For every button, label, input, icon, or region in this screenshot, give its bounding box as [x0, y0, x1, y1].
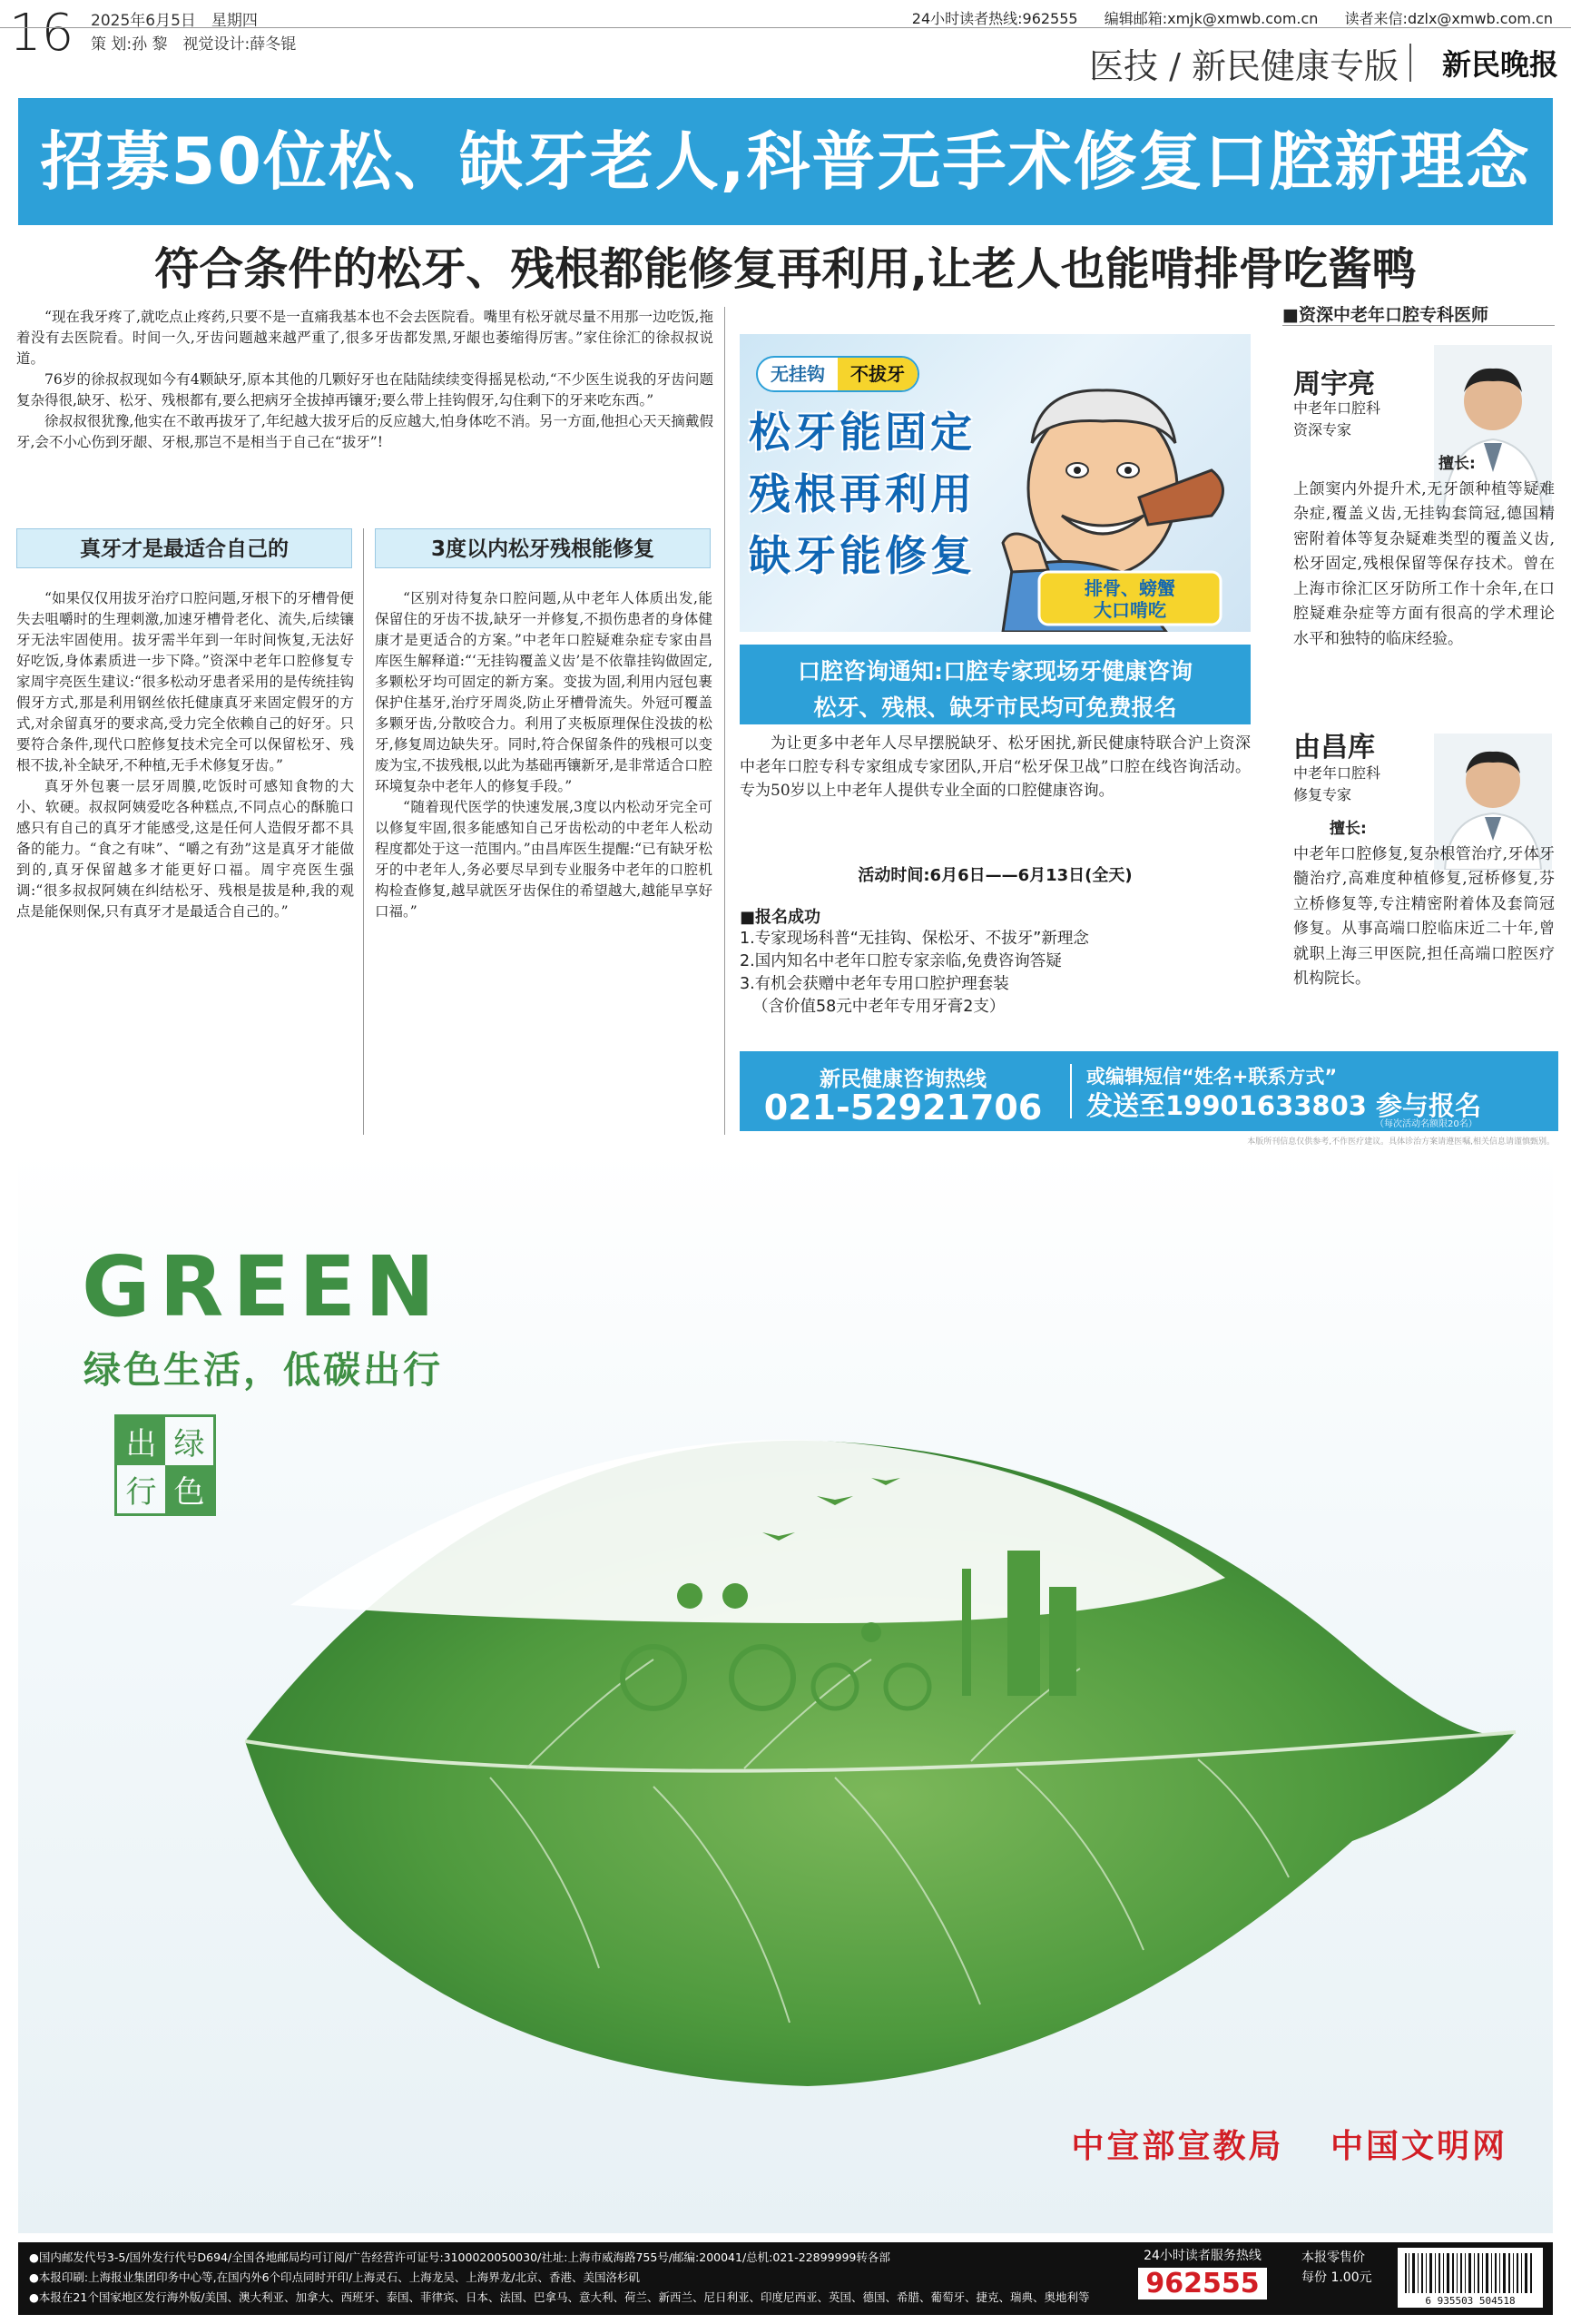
register-title: ■报名成功	[740, 908, 821, 927]
column-divider	[363, 528, 364, 1135]
article-column-2	[375, 588, 712, 922]
footer	[18, 2242, 1553, 2315]
experts-rule	[1282, 325, 1555, 326]
expert-role-line: 中老年口腔科	[1293, 764, 1381, 782]
article-column-1	[16, 588, 354, 922]
footer-line: ●国内邮发代号3-5/国外发行代号D694/全国各地邮局均可订阅/广告经营许可证号:3100020050030/社址:上海市威海路755号/邮编:200041/总机:021-22899999转各部	[29, 2250, 890, 2264]
seal-char: 行	[125, 1474, 157, 1511]
green-ad	[18, 1151, 1553, 2233]
headline-band	[18, 98, 1553, 225]
speech-bubble	[1039, 572, 1221, 625]
hotline-label: 新民健康咨询热线	[820, 1068, 987, 1091]
hotline-number: 021-52921706	[763, 1088, 1043, 1128]
consult-notice-header	[740, 645, 1251, 724]
column-divider	[724, 307, 725, 1135]
expert-name: 周宇亮	[1293, 369, 1375, 400]
expert-role-line: 中老年口腔科	[1293, 399, 1381, 417]
expert-bio	[1293, 817, 1555, 992]
date-line: 2025年6月5日 星期四	[91, 12, 258, 30]
expert-role	[1293, 398, 1380, 441]
sponsor: 中国文明网	[1330, 2127, 1507, 2165]
column-heading: 真牙才是最适合自己的	[16, 528, 352, 568]
notice-title: 口腔咨询通知:口腔专家现场牙健康咨询	[798, 658, 1193, 684]
sponsor: 中宣部宣教局	[1071, 2127, 1284, 2165]
expert-role	[1293, 763, 1380, 806]
list-item: （含价值58元中老年专用牙膏2支）	[752, 998, 1006, 1016]
editor-email: 编辑邮箱:xmjk@xmwb.com.cn	[1104, 10, 1319, 27]
bubble-line-2: 大口啃吃	[1094, 599, 1166, 621]
footer-hotline-label: 24小时读者服务热线	[1144, 2249, 1262, 2263]
promo-line: 残根再利用	[749, 469, 976, 518]
bio-label: 擅长:	[1330, 820, 1367, 838]
list-item: 1.专家现场科普“无挂钩、保松牙、不拔牙”新理念	[740, 930, 1089, 948]
sms-label: 或编辑短信“姓名+联系方式”	[1086, 1066, 1338, 1088]
body-paragraph: 真牙外包裹一层牙周膜,吃饭时可感知食物的大小、软硬。叔叔阿姨爱吃各种糕点,不同点心的酥脆口感只有自己的真牙才能感受,这是任何人造假牙都不具备的能力。“食之有味”、“嚼之有劲”这是真牙才能做到的,真牙保留越多才能更好口福。周宇亮医生强调:“很多叔叔阿姨在纠结松牙、残根是拔是种,我的观点是能保则保,只有真牙才是最适合自己的。”	[16, 778, 354, 920]
credits: 策 划:孙 黎 视觉设计:薛冬锟	[91, 35, 297, 54]
barcode	[1398, 2248, 1543, 2308]
sms-note: （每次活动名额限20名）	[1375, 1119, 1478, 1129]
masthead	[0, 0, 1571, 98]
column-heading: 3度以内松牙残根能修复	[375, 528, 711, 568]
ad-word: GREEN	[82, 1238, 445, 1335]
list-item: 2.国内知名中老年口腔专家亲临,免费咨询答疑	[740, 952, 1062, 970]
seal-char: 绿	[173, 1426, 205, 1462]
subheadline: 符合条件的松牙、残根都能修复再利用,让老人也能啃排骨吃酱鸭	[154, 243, 1417, 295]
promo-tag-left: 无挂钩	[771, 363, 825, 385]
register-list	[740, 928, 1251, 1019]
article-intro	[16, 307, 713, 453]
body-paragraph: “区别对待复杂口腔问题,从中老年人体质出发,能保留住的牙齿不拔,缺牙一并修复,不损伤患者的身体健康才是更适合的方案。”中老年口腔疑难杂症专家由昌库医生解释道:“‘无挂钩覆盖义齿’是不依靠挂钩做固定,多颗松牙均可固定的新方案。变拔为固,利用内冠包裹保护住基牙,治疗牙周炎,防止牙槽骨流失。外冠可覆盖多颗牙齿,分散咬合力。利用了夹板原理保住没拔的松牙,修复周边缺失牙。同时,符合保留条件的残根可以变废为宝,不拔残根,以此为基础再镶新牙,是非常适合口腔环境复杂中老年人的修复手段。”	[375, 590, 712, 794]
headline: 招募50位松、缺牙老人,科普无手术修复口腔新理念	[40, 124, 1531, 199]
consult-notice-body	[740, 732, 1251, 803]
price-box	[1301, 2248, 1392, 2288]
bio-text: 上颌窦内外提升术,无牙颌种植等疑难杂症,覆盖义齿,无挂钩套筒冠,德国精密附着体等复杂疑难类型的覆盖义齿,松牙固定,残根保留等保存技术。曾在上海市徐汇区牙防所工作十余年,在口腔疑难杂症等方面有很高的学术理论水平和独特的临床经验。	[1293, 479, 1555, 648]
hotline-divider	[1070, 1064, 1072, 1118]
footer-info	[29, 2248, 1109, 2308]
list-item: 3.有机会获赠中老年专用口腔护理套装	[740, 975, 1009, 993]
contact-line	[890, 7, 1553, 28]
notice-paragraph: 为让更多中老年人尽早摆脱缺牙、松牙困扰,新民健康特联合沪上资深中老年口腔专科专家组成专家团队,开启“松牙保卫战”口腔在线咨询活动。专为50岁以上中老年人提供专业全面的口腔健康咨询。	[740, 734, 1251, 800]
reader-letters: 读者来信:dzlx@xmwb.com.cn	[1344, 10, 1553, 27]
promo-tag	[756, 356, 919, 392]
promo-panel	[740, 334, 1251, 632]
footer-hotline-number: 962555	[1138, 2268, 1266, 2299]
bio-label: 擅长:	[1438, 455, 1476, 473]
section-title: 医技 / 新民健康专版	[1089, 46, 1399, 86]
sms-number: 发送至19901633803 参与报名	[1086, 1090, 1482, 1121]
intro-paragraph: 徐叔叔很犹豫,他实在不敢再拔牙了,年纪越大拔牙后的反应越大,怕身体吃不消。另一方面,他担心天天摘戴假牙,会不小心伤到牙龈、牙根,那岂不是相当于自己在“拔牙”!	[16, 413, 713, 450]
body-paragraph: “如果仅仅用拔牙治疗口腔问题,牙根下的牙槽骨便失去咀嚼时的生理刺激,加速牙槽骨老化、流失,后续镶牙无法牢固使用。拔牙需半年到一年时间恢复,无法好好吃饭,身体素质进一步下降。”资深中老年口腔修复专家周宇亮医生建议:“很多松动牙患者采用的是传统挂钩假牙方式,那是利用钢丝依托健康真牙来固定假牙的方式,对余留真牙的要求高,受力完全依赖自己的好牙。只要符合条件,现代口腔修复技术完全可以保留松牙、残根不拔,补全缺牙,不种植,无手术修复牙齿。”	[16, 590, 354, 773]
masthead-rule	[0, 27, 1571, 28]
seal-char: 出	[117, 1417, 165, 1465]
intro-paragraph: 76岁的徐叔叔现如今有4颗缺牙,原本其他的几颗好牙也在陆陆续续变得摇晃松动,“不少医生说我的牙齿问题复杂得很,缺牙、松牙、残根都有,要么把病牙全拔掉再镶牙;要么带上挂钩假牙,勾住剩下的牙来吃东西。”	[16, 371, 713, 409]
seal-char: 色	[165, 1465, 213, 1513]
body-paragraph: “随着现代医学的快速发展,3度以内松动牙完全可以修复牢固,很多能感知自己牙齿松动的中老年人松动程度都处于这一范围内。”由昌库医生提醒:“已有缺牙松牙的中老年人,务必要尽早到专业服务中老年的口腔机构检查修复,越早就医牙齿保住的希望越大,越能早享好口福。”	[375, 799, 712, 920]
expert-bio	[1293, 452, 1555, 652]
section-divider	[1409, 44, 1411, 82]
promo-line: 松牙能固定	[749, 408, 976, 457]
ad-seal	[114, 1414, 216, 1516]
page-number: 16	[9, 4, 74, 63]
experts-title: ■资深中老年口腔专科医师	[1282, 305, 1488, 325]
promo-tag-right: 不拔牙	[838, 358, 918, 390]
footer-line: ●本报印刷:上海报业集团印务中心等,在国内外6个印点同时开印/上海灵石、上海龙吴、上海界龙/北京、香港、美国洛杉矶	[29, 2270, 640, 2284]
disclaimer: 本版所刊信息仅供参考,不作医疗建议。具体诊治方案请遵医嘱,相关信息请谨慎甄别。	[1247, 1137, 1555, 1147]
expert-role-line: 修复专家	[1293, 786, 1352, 803]
bubble-line-1: 排骨、螃蟹	[1085, 577, 1175, 599]
expert-name: 由昌库	[1293, 732, 1375, 763]
promo-line: 缺牙能修复	[749, 531, 976, 580]
activity-time: 活动时间:6月6日——6月13日(全天)	[858, 866, 1133, 885]
footer-line: ●本报在21个国家地区发行海外版/美国、澳大利亚、加拿大、西班牙、泰国、菲律宾、日本、法国、巴拿马、意大利、荷兰、新西兰、尼日利亚、印度尼西亚、英国、德国、希腊、葡萄牙、捷克、瑞典、奥地利等	[29, 2290, 1090, 2304]
bio-text: 中老年口腔修复,复杂根管治疗,牙体牙髓治疗,高难度种植修复,冠桥修复,芬立桥修复等,专注精密附着体及套筒冠修复。从事高端口腔临床近二十年,曾就职上海三甲医院,担任高端口腔医疗机构院长。	[1293, 844, 1555, 988]
intro-paragraph: “现在我牙疼了,就吃点止疼药,只要不是一直痛我基本也不会去医院看。嘴里有松牙就尽量不用那一边吃饭,拖着没有去医院看。时间一久,牙齿问题越来越严重了,很多牙齿都发黑,牙龈也萎缩得厉害。”家住徐汇的徐叔叔说道。	[16, 309, 713, 367]
footer-hotline	[1116, 2246, 1289, 2299]
reader-hotline: 24小时读者热线:962555	[911, 10, 1078, 27]
paper-logo: 新民晚报	[1441, 47, 1558, 82]
expert-role-line: 资深专家	[1293, 421, 1352, 438]
notice-subtitle: 松牙、残根、缺牙市民均可免费报名	[813, 694, 1177, 721]
price-label: 本报零售价	[1301, 2250, 1365, 2265]
ad-sponsors	[1038, 2121, 1507, 2167]
hotline-bar	[740, 1051, 1558, 1131]
barcode-number: 6 935503 504518	[1425, 2295, 1516, 2307]
price-value: 每份 1.00元	[1301, 2270, 1372, 2285]
ad-slogan: 绿色生活，低碳出行	[83, 1348, 443, 1392]
